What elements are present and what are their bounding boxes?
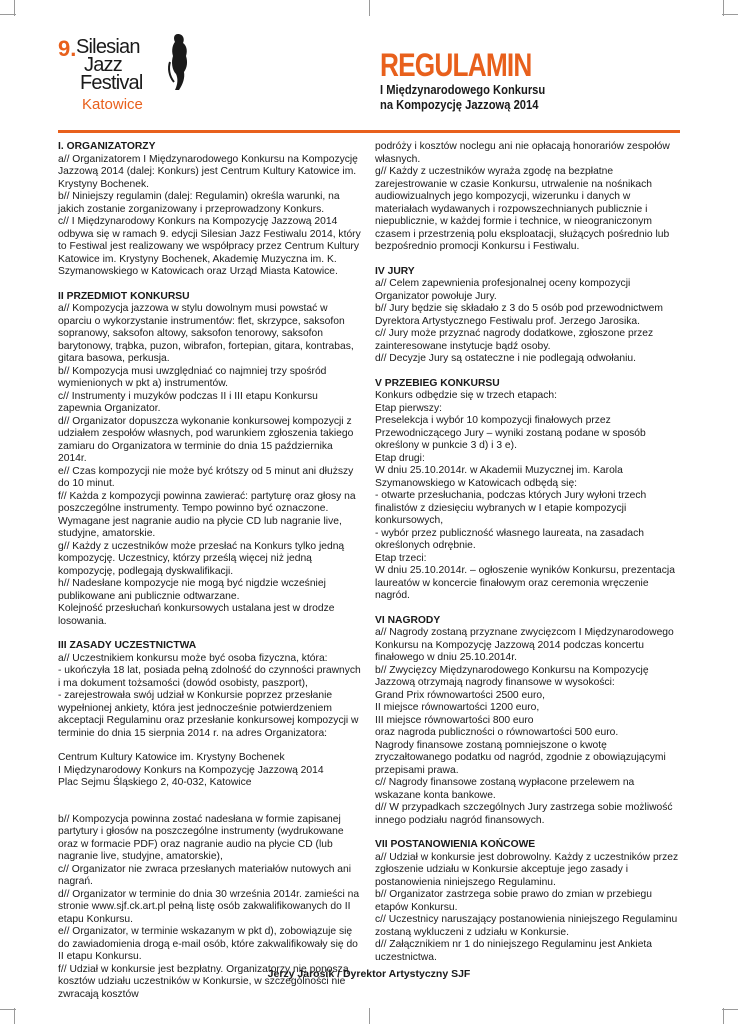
paragraph: b// Kompozycja musi uwzględniać co najmniej trzy spośród wymienionych w pkt a) instrumentów.	[58, 365, 327, 389]
section-subject	[58, 291, 364, 629]
section-heading: IV JURY	[375, 265, 415, 277]
logo-number: 9.	[58, 36, 77, 61]
section-heading: VI NAGRODY	[375, 614, 441, 626]
paragraph: b// Zwycięzcy Międzynarodowego Konkursu na Kompozycję Jazzową otrzymają nagrody finansowe w wysokości:	[375, 664, 649, 688]
paragraph: b// Kompozycja powinna zostać nadesłana w formie zapisanej partytury i głosów na poszczególne instrumenty (wydrukowane oraz w formacie PDF) oraz nagranie audio na płycie CD (lub nagranie live, studyjne, amatorskie),	[58, 813, 344, 862]
address-line: Centrum Kultury Katowice im. Krystyny Bochenek	[58, 752, 285, 763]
logo-city: Katowice	[82, 96, 143, 113]
paragraph: c// Uczestnicy naruszający postanowienia niniejszego Regulaminu zostaną wykluczeni z udziału w Konkursie.	[375, 914, 678, 938]
crop-mark	[369, 0, 370, 16]
crop-mark	[722, 1009, 738, 1010]
paragraph: a// Nagrody zostaną przyznane zwycięzcom I Międzynarodowego Konkursu na Kompozycję Jazzową 2014 podczas koncertu finałowego w dniu 25.10.2014r.	[375, 627, 674, 663]
footer-signature: Jerzy Jarosik / Dyrektor Artystyczny SJF	[267, 968, 471, 980]
festival-logo	[58, 30, 218, 115]
address-line: Plac Sejmu Śląskiego 2, 40-032, Katowice	[58, 777, 252, 788]
section-prizes	[375, 615, 681, 828]
paragraph: Preselekcja i wybór 10 kompozycji finałowych przez Przewodniczącego Jury – wyniki zostaną podane w sposób określony w punkcie 3 d) i 3 e).	[375, 415, 646, 451]
paragraph: a// Udział w konkursie jest dobrowolny. Każdy z uczestników przez zgłoszenie udziału w Konkursie akceptuje jego zasady i postanowienia niniejszego Regulaminu.	[375, 851, 679, 888]
paragraph: Etap trzeci:	[375, 552, 427, 564]
section-organizers	[58, 141, 364, 279]
left-column	[58, 141, 364, 1001]
paragraph: d// Organizator w terminie do dnia 30 września 2014r. zamieści na stronie www.sjf.ck.art.pl pełną listę osób zakwalifikowanych do II etapu Konkursu.	[58, 888, 360, 925]
paragraph: b// Organizator zastrzega sobie prawo do zmian w przebiegu etapów Konkursu.	[375, 889, 653, 913]
logo-line-2: Jazz	[84, 54, 122, 76]
paragraph: h// Nadesłane kompozycje nie mogą być nigdzie wcześniej publikowane ani publicznie odtwarzane.	[58, 578, 326, 602]
paragraph: g// Każdy z uczestników wyraża zgodę na bezpłatne zarejestrowanie w czasie Konkursu, utrwalenie na nośnikach audiowizualnych jego kompozycji, wizerunku i danych w materiałach wydawanych i rozpowszechnianych publicznie i niepublicznie, w każdej formie i technice, w nieograniczonym czasem i przestrzenią polu eksploatacji, służących pośrednio lub bezpośrednio promocji Konkursu i Festiwalu.	[375, 166, 670, 252]
saxophone-player-icon	[166, 32, 192, 92]
document-title-block	[380, 48, 680, 112]
paragraph: Grand Prix równowartości 2500 euro,	[375, 689, 545, 701]
paragraph: d// Organizator dopuszcza wykonanie konkursowej kompozycji z udziałem zespołów własnych, pod warunkiem zgłoszenia takiego zamiaru do Organizatora w terminie do dnia 15 października 2014r.	[58, 415, 354, 464]
section-heading: II PRZEDMIOT KONKURSU	[58, 290, 190, 302]
paragraph: III miejsce równowartości 800 euro	[375, 714, 534, 726]
paragraph: d// Decyzje Jury są ostateczne i nie podlegają odwołaniu.	[375, 353, 637, 364]
crop-mark	[723, 0, 724, 16]
crop-mark	[723, 1008, 724, 1024]
logo-line-3: Festival	[80, 72, 143, 94]
right-column	[375, 141, 681, 964]
section-course	[375, 378, 681, 603]
paragraph: Etap pierwszy:	[375, 402, 442, 414]
header-divider	[58, 130, 680, 133]
crop-mark	[14, 0, 15, 16]
section-heading: I. ORGANIZATORZY	[58, 141, 156, 152]
crop-mark	[369, 1008, 370, 1024]
document-subtitle-2: na Kompozycję Jazzową 2014	[380, 97, 539, 112]
document-title: REGULAMIN	[380, 47, 532, 83]
section-heading: V PRZEBIEG KONKURSU	[375, 377, 500, 389]
section-final-provisions	[375, 839, 681, 964]
paragraph: II miejsce równowartości 1200 euro,	[375, 702, 540, 713]
section-heading: VII POSTANOWIENIA KOŃCOWE	[375, 839, 536, 850]
paragraph: a// Uczestnikiem konkursu może być osoba fizyczna, która:	[58, 652, 328, 664]
paragraph: c// Jury może przyznać nagrody dodatkowe, zgłoszone przez zainteresowane instytucje bądź osoby.	[375, 328, 654, 352]
section-participation-continued	[375, 141, 681, 254]
paragraph: Nagrody finansowe zostaną pomniejszone o kwotę zryczałtowanego podatku od nagród, zgodnie z obowiązującymi przepisami prawa.	[375, 739, 666, 776]
paragraph: d// W przypadkach szczególnych Jury zastrzega sobie możliwość innego podziału nagród finansowych.	[375, 802, 673, 826]
paragraph: - wybór przez publiczność własnego laureata, na zasadach określonych odrębnie.	[375, 527, 645, 551]
paragraph: g// Każdy z uczestników może przesłać na Konkurs tylko jedną kompozycję. Uczestnicy, którzy prześlą więcej niż jedną kompozycję, podlegają dyskwalifikacji.	[58, 540, 345, 577]
address-line: I Międzynarodowy Konkurs na Kompozycję Jazzową 2014	[58, 764, 324, 776]
paragraph: Kolejność przesłuchań konkursowych ustalana jest w drodze losowania.	[58, 603, 335, 627]
paragraph: - ukończyła 18 lat, posiada pełną zdolność do czynności prawnych i ma dokument tożsamości (dowód osobisty, paszport),	[58, 665, 361, 689]
paragraph: f// Udział w konkursie jest bezpłatny. Organizatorzy nie ponoszą kosztów udziału uczestników w Konkursie, w szczególności nie zwracają kosztów	[58, 963, 349, 1000]
section-heading: III ZASADY UCZESTNICTWA	[58, 640, 197, 651]
paragraph: a// Celem zapewnienia profesjonalnej oceny kompozycji Organizator powołuje Jury.	[375, 278, 631, 302]
paragraph: a// Organizatorem I Międzynarodowego Konkursu na Kompozycję Jazzową 2014 (dalej: Konkurs) jest Centrum Kultury Katowice im. Krystyny Bochenek.	[58, 153, 358, 190]
section-participation	[58, 640, 364, 1001]
paragraph: f// Każda z kompozycji powinna zawierać: partyturę oraz głosy na poszczególne instrumenty. Tempo powinno być oznaczone. Wymagane jest nagranie audio na płycie CD lub nagranie live, studyjne, amatorskie.	[58, 490, 356, 539]
paragraph: e// Czas kompozycji nie może być krótszy od 5 minut ani dłuższy do 10 minut.	[58, 465, 354, 489]
paragraph: oraz nagroda publiczności o równowartości 500 euro.	[375, 727, 619, 738]
logo-line-1: Silesian	[76, 36, 140, 58]
paragraph: b// Niniejszy regulamin (dalej: Regulamin) określa warunki, na jakich zostanie zorganizowany i przeprowadzony Konkurs.	[58, 191, 340, 215]
paragraph: c// Instrumenty i muzyków podczas II i III etapu Konkursu zapewnia Organizator.	[58, 390, 318, 414]
crop-mark	[14, 1008, 15, 1024]
paragraph: - otwarte przesłuchania, podczas których Jury wyłoni trzech finalistów z dziesięciu wybranych w I etapie kompozycji konkursowych,	[375, 490, 647, 526]
crop-mark	[722, 14, 738, 15]
paragraph: W dniu 25.10.2014r. w Akademii Muzycznej im. Karola Szymanowskiego w Katowicach odbędą się:	[375, 465, 623, 489]
paragraph: d// Załącznikiem nr 1 do niniejszego Regulaminu jest Ankieta uczestnictwa.	[375, 939, 653, 963]
paragraph: Etap drugi:	[375, 452, 425, 464]
paragraph: c// Organizator nie zwraca przesłanych materiałów nutowych ani nagrań.	[58, 863, 352, 887]
paragraph: c// I Międzynarodowy Konkurs na Kompozycję Jazzową 2014 odbywa się w ramach 9. edycji Silesian Jazz Festiwalu 2014, który to Festiwal jest realizowany we współpracy przez Centrum Kultury Katowice im. Krystyny Bochenek, Akademię Muzyczna im. K. Szymanowskiego w Katowicach oraz Urząd Miasta Katowice.	[58, 216, 361, 277]
paragraph: W dniu 25.10.2014r. – ogłoszenie wyników Konkursu, prezentacja laureatów w koncercie finałowym oraz ceremonia wręczenie nagród.	[375, 565, 675, 601]
paragraph: Konkurs odbędzie się w trzech etapach:	[375, 390, 558, 401]
paragraph: b// Jury będzie się składało z 3 do 5 osób pod przewodnictwem Dyrektora Artystycznego Festiwalu prof. Jerzego Jarosika.	[375, 303, 663, 327]
paragraph: - zarejestrowała swój udział w Konkursie poprzez przesłanie wypełnionej ankiety, która jest jednocześnie potwierdzeniem akceptacji Regulaminu oraz przesłanie konkursowej kompozycji w terminie do dnia 15 sierpnia 2014 r. na adres Organizatora:	[58, 690, 359, 739]
paragraph: e// Organizator, w terminie wskazanym w pkt d), zobowiązuje się do zawiadomienia drogą e-mail osób, które zakwalifikowały się do II etapu Konkursu.	[58, 926, 358, 962]
paragraph: c// Nagrody finansowe zostaną wypłacone przelewem na wskazane konta bankowe.	[375, 777, 635, 801]
paragraph: podróży i kosztów noclegu ani nie opłacają honorariów zespołów własnych.	[375, 141, 670, 165]
section-jury	[375, 266, 681, 366]
document-subtitle-1: I Międzynarodowego Konkursu	[380, 82, 546, 97]
paragraph: a// Kompozycja jazzowa w stylu dowolnym musi powstać w oparciu o wykorzystanie instrumentów: flet, skrzypce, saksofon sopranowy, saksofon altowy, saksofon tenorowy, saksofon barytonowy, trąbka, puzon, wibrafon, fortepian, gitara, kontrabas, gitara basowa, perkusja.	[58, 303, 354, 364]
